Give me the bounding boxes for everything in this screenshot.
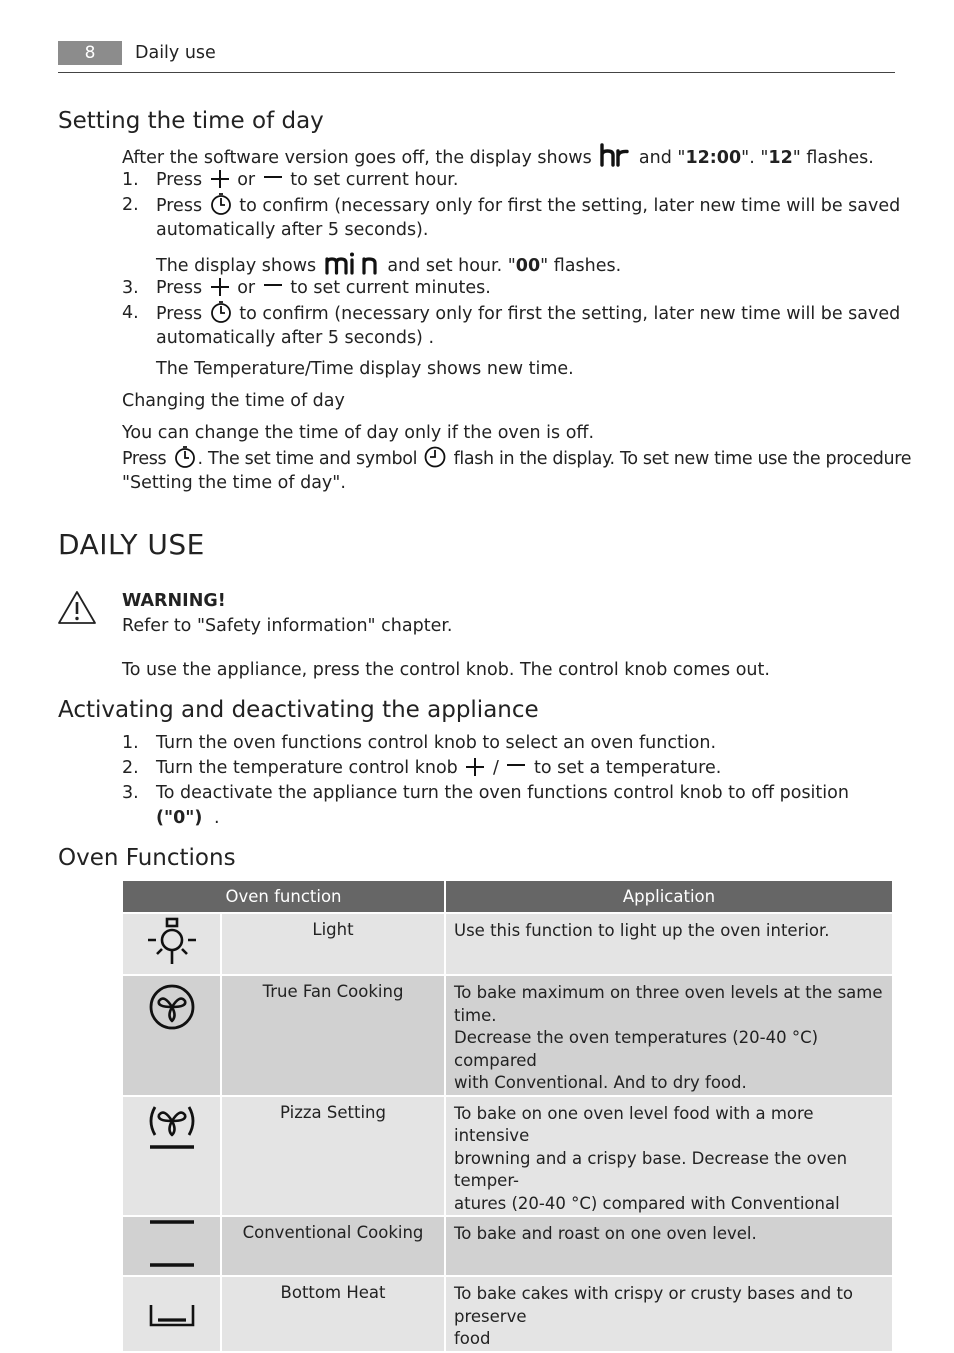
application-text: Use this function to light up the oven interior. [454,921,830,940]
pizza-setting-icon [145,1101,199,1153]
changing-text-2: Press . The set time and symbol flash in the display. To set new time use the procedure [122,446,911,472]
function-name: Pizza Setting [222,1097,444,1216]
activating-step-2: 2. Turn the temperature control knob / to set a temperature. [122,758,722,778]
section-heading-time: Setting the time of day [58,108,324,134]
function-name: Light [222,914,444,974]
activating-step-3: 3. To deactivate the appliance turn the oven functions control knob to off position [122,783,849,803]
table-row [123,1277,892,1351]
changing-text-3: "Setting the time of day". [122,473,346,493]
table-row [123,976,892,1095]
application-text: To bake cakes with crispy or crusty bases and to preserve [454,1284,854,1326]
activating-step-3-cont: ("0") . [156,808,220,828]
clock-icon [210,193,232,215]
warning-title: WARNING! [122,591,226,611]
step-1: 1. Press or to set current hour. [122,170,459,190]
warning-icon [57,590,97,626]
table-header-row [123,881,892,912]
chapter-title: DAILY USE [58,528,205,561]
page-header [58,41,895,73]
step-2: 2. Press to confirm (necessary only for first the setting, later new time will be saved [122,195,901,216]
minus-icon [263,169,283,189]
plus-icon [210,169,230,189]
application-text: To bake and roast on one oven level. [454,1224,757,1243]
light-icon [144,916,200,970]
time-intro: After the software version goes off, the display shows and "12:00". "12" flashes. [122,143,874,171]
activating-step-1: 1. Turn the oven functions control knob to select an oven function. [122,733,717,753]
table-row [123,914,892,974]
minus-icon [263,277,283,297]
col-header-application: Application [446,881,892,912]
clock-icon [174,446,196,468]
col-header-function: Oven function [123,881,444,912]
daily-use-intro: To use the appliance, press the control knob. The control knob comes out. [122,660,770,680]
function-name: True Fan Cooking [222,976,444,1095]
page-number: 8 [58,41,122,65]
bottom-heat-icon [145,1277,199,1331]
application-text: food [454,1329,491,1348]
clock-symbol-icon [424,446,446,468]
oven-functions-table [121,879,894,1353]
display-min-text: The display shows and set hour. "00" flashes. [156,251,621,279]
application-text: browning and a crispy base. Decrease the oven temper- [454,1148,848,1190]
min-icon [324,251,380,275]
section-heading-oven-functions: Oven Functions [58,845,236,871]
application-text: atures (20-40 °C) compared with Conventional [454,1193,840,1213]
conventional-icon [145,1217,199,1271]
changing-text-1: You can change the time of day only if the oven is off. [122,423,595,443]
application-text: To bake on one oven level food with a more intensive [454,1103,814,1145]
application-text: Decrease the oven temperatures (20-40 °C) compared [454,1028,819,1070]
section-heading-activating: Activating and deactivating the appliance [58,697,539,723]
warning-text: Refer to "Safety information" chapter. [122,616,453,636]
step-3: 3. Press or to set current minutes. [122,278,491,298]
clock-icon [210,301,232,323]
step-4: 4. Press to confirm (necessary only for first the setting, later new time will be saved [122,303,901,324]
step-2-cont: automatically after 5 seconds). [156,220,429,240]
minus-icon [506,757,526,777]
application-text: To bake maximum on three oven levels at the same time. [454,983,883,1025]
true-fan-icon [147,982,197,1032]
application-text: with Conventional. And to dry food. [454,1073,747,1092]
plus-icon [210,277,230,297]
step-4-cont: automatically after 5 seconds) . [156,328,435,348]
header-title: Daily use [135,43,216,63]
plus-icon [465,757,485,777]
table-row [123,1217,892,1275]
hr-icon [599,143,631,167]
function-name: Bottom Heat [222,1277,444,1351]
table-row [123,1097,892,1216]
temp-display-text: The Temperature/Time display shows new time. [156,359,574,379]
function-name: Conventional Cooking [222,1217,444,1275]
changing-heading: Changing the time of day [122,391,345,411]
